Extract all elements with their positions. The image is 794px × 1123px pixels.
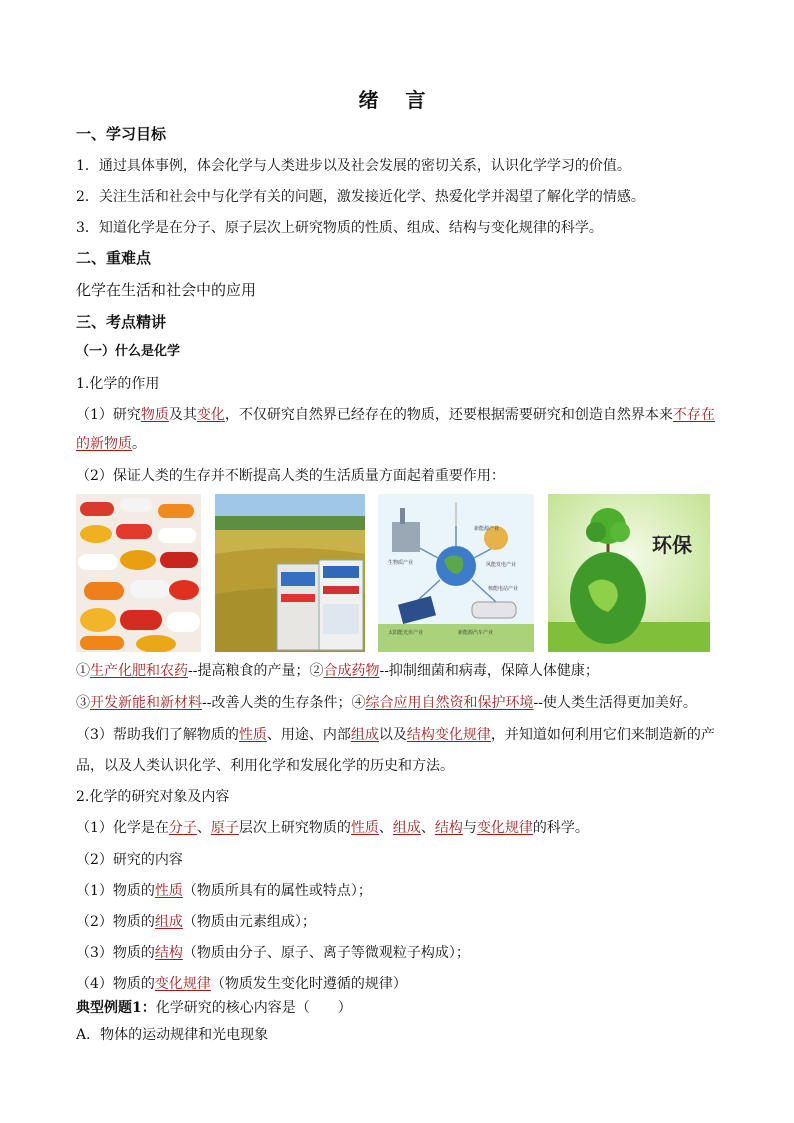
- img-label-wind: 风能发电产业: [486, 562, 517, 568]
- underlined-term: 结构变化规律: [406, 727, 491, 743]
- underlined-term: 组成: [350, 727, 379, 743]
- underlined-term: 物质: [140, 407, 169, 423]
- text-span: （物质所具有的属性或特点）；: [182, 883, 372, 899]
- example-text: 化学研究的核心内容是（ ）: [155, 1000, 352, 1016]
- research-line-2: （2）研究的内容: [76, 852, 183, 868]
- role-line-4: [76, 661, 599, 681]
- text-span: 层次上研究物质的: [238, 820, 351, 836]
- section-heading-exam-points: 三、考点精讲: [76, 313, 167, 331]
- role-line-2: [76, 434, 146, 454]
- example-label: 典型例题1：: [76, 1000, 156, 1016]
- eco-protection-text: 环保: [652, 533, 692, 557]
- img-label-ev: 新能源汽车产业: [458, 630, 494, 636]
- text-span: --使人类生活得更加美好。: [533, 695, 697, 711]
- text-span: --抑制细菌和病毒，保障人体健康；: [379, 663, 599, 679]
- text-span: （1）物质的: [76, 883, 155, 899]
- research-line-4: [76, 912, 316, 932]
- underlined-term: 变化规律: [476, 820, 533, 836]
- goal-item-3: 3．知道化学是在分子、原子层次上研究物质的性质、组成、结构与变化规律的科学。: [76, 220, 603, 236]
- img-label-new-energy: 新能源产业: [474, 526, 500, 532]
- topic-research-object: 2.化学的研究对象及内容: [76, 789, 230, 805]
- text-span: 的科学。: [532, 820, 589, 836]
- text-span: 、: [378, 820, 393, 836]
- text-span: 以及: [378, 727, 407, 743]
- underlined-term: 开发新能和新材料: [90, 695, 202, 711]
- environment-image: [548, 494, 710, 652]
- underlined-term: 组成: [392, 820, 421, 836]
- goal-item-2: 2．关注生活和社会中与化学有关的问题，激发接近化学、热爱化学并渴望了解化学的情感。: [76, 189, 645, 205]
- text-span: （1）化学是在: [76, 820, 169, 836]
- text-span: （3）物质的: [76, 945, 155, 961]
- underlined-term: 生产化肥和农药: [90, 663, 188, 679]
- underlined-term: 合成药物: [323, 663, 380, 679]
- research-line-3: [76, 881, 372, 901]
- img-label-solar: 太阳能光伏产业: [388, 630, 424, 636]
- underlined-term: 变化规律: [154, 976, 211, 992]
- text-span: 。: [132, 436, 146, 452]
- img-label-nuclear: 核能电站产业: [488, 586, 519, 592]
- research-line-5: [76, 943, 470, 963]
- text-span: --改善人类的生存条件；④: [202, 695, 366, 711]
- text-span: （物质由分子、原子、离子等微观粒子构成）；: [182, 945, 470, 961]
- text-span: 及其: [168, 407, 197, 423]
- role-line-7: 品，以及人类认识化学、利用化学和发展化学的历史和方法。: [76, 758, 454, 774]
- underlined-term: 综合应用自然资和保护环境: [365, 695, 534, 711]
- text-span: ，并知道如何利用它们来制造新的产: [490, 727, 715, 743]
- key-points-body: 化学在生活和社会中的应用: [76, 281, 257, 299]
- underlined-term: 组成: [154, 914, 183, 930]
- underlined-term: 性质: [350, 820, 379, 836]
- text-span: （4）物质的: [76, 976, 155, 992]
- text-span: 、: [420, 820, 435, 836]
- text-span: 、: [196, 820, 211, 836]
- example-question: [76, 998, 352, 1018]
- underlined-term: 变化: [196, 407, 225, 423]
- underlined-term: 结构: [154, 945, 183, 961]
- page-title: 绪 言: [358, 88, 436, 112]
- text-span: 与: [462, 820, 477, 836]
- wheat-fertilizer-image: [215, 494, 365, 652]
- text-span: ，不仅研究自然界已经存在的物质，还要根据需要研究和创造自然界本来: [224, 407, 673, 423]
- underlined-term: 性质: [238, 727, 267, 743]
- underlined-term: 分子: [168, 820, 197, 836]
- underlined-term: 不存在: [672, 407, 715, 423]
- text-span: 、用途、内部: [266, 727, 351, 743]
- text-span: （1）研究: [76, 407, 141, 423]
- subsection-what-is-chemistry: （一）什么是化学: [76, 344, 181, 359]
- text-span: （物质由元素组成）；: [182, 914, 316, 930]
- role-line-5: [76, 693, 697, 713]
- text-span: （3）帮助我们了解物质的: [76, 727, 239, 743]
- pills-image: [76, 494, 201, 652]
- text-span: ③: [76, 695, 90, 711]
- text-span: （物质发生变化时遵循的规律）: [210, 976, 407, 992]
- underlined-term: 性质: [154, 883, 183, 899]
- section-heading-key-points: 二、重难点: [76, 249, 152, 267]
- topic-role-of-chemistry: 1.化学的作用: [76, 376, 160, 392]
- underlined-term: 原子: [210, 820, 239, 836]
- research-line-6: [76, 974, 407, 994]
- text-span: （2）物质的: [76, 914, 155, 930]
- img-label-biomass: 生物质产业: [388, 560, 414, 566]
- option-a: A．物体的运动规律和光电现象: [76, 1027, 269, 1043]
- underlined-term: 结构: [434, 820, 463, 836]
- energy-industry-image: [378, 494, 534, 652]
- text-span: --提高粮食的产量；②: [188, 663, 324, 679]
- role-line-1: [76, 405, 715, 425]
- text-span: ①: [76, 663, 90, 679]
- goal-item-1: 1．通过具体事例，体会化学与人类进步以及社会发展的密切关系，认识化学学习的价值。: [76, 158, 631, 174]
- section-heading-goals: 一、学习目标: [76, 125, 167, 143]
- research-line-1: [76, 818, 589, 838]
- underlined-term: 的新物质: [76, 436, 132, 452]
- role-line-3: （2）保证人类的生存并不断提高人类的生活质量方面起着重要作用：: [76, 468, 505, 484]
- role-line-6: [76, 725, 715, 745]
